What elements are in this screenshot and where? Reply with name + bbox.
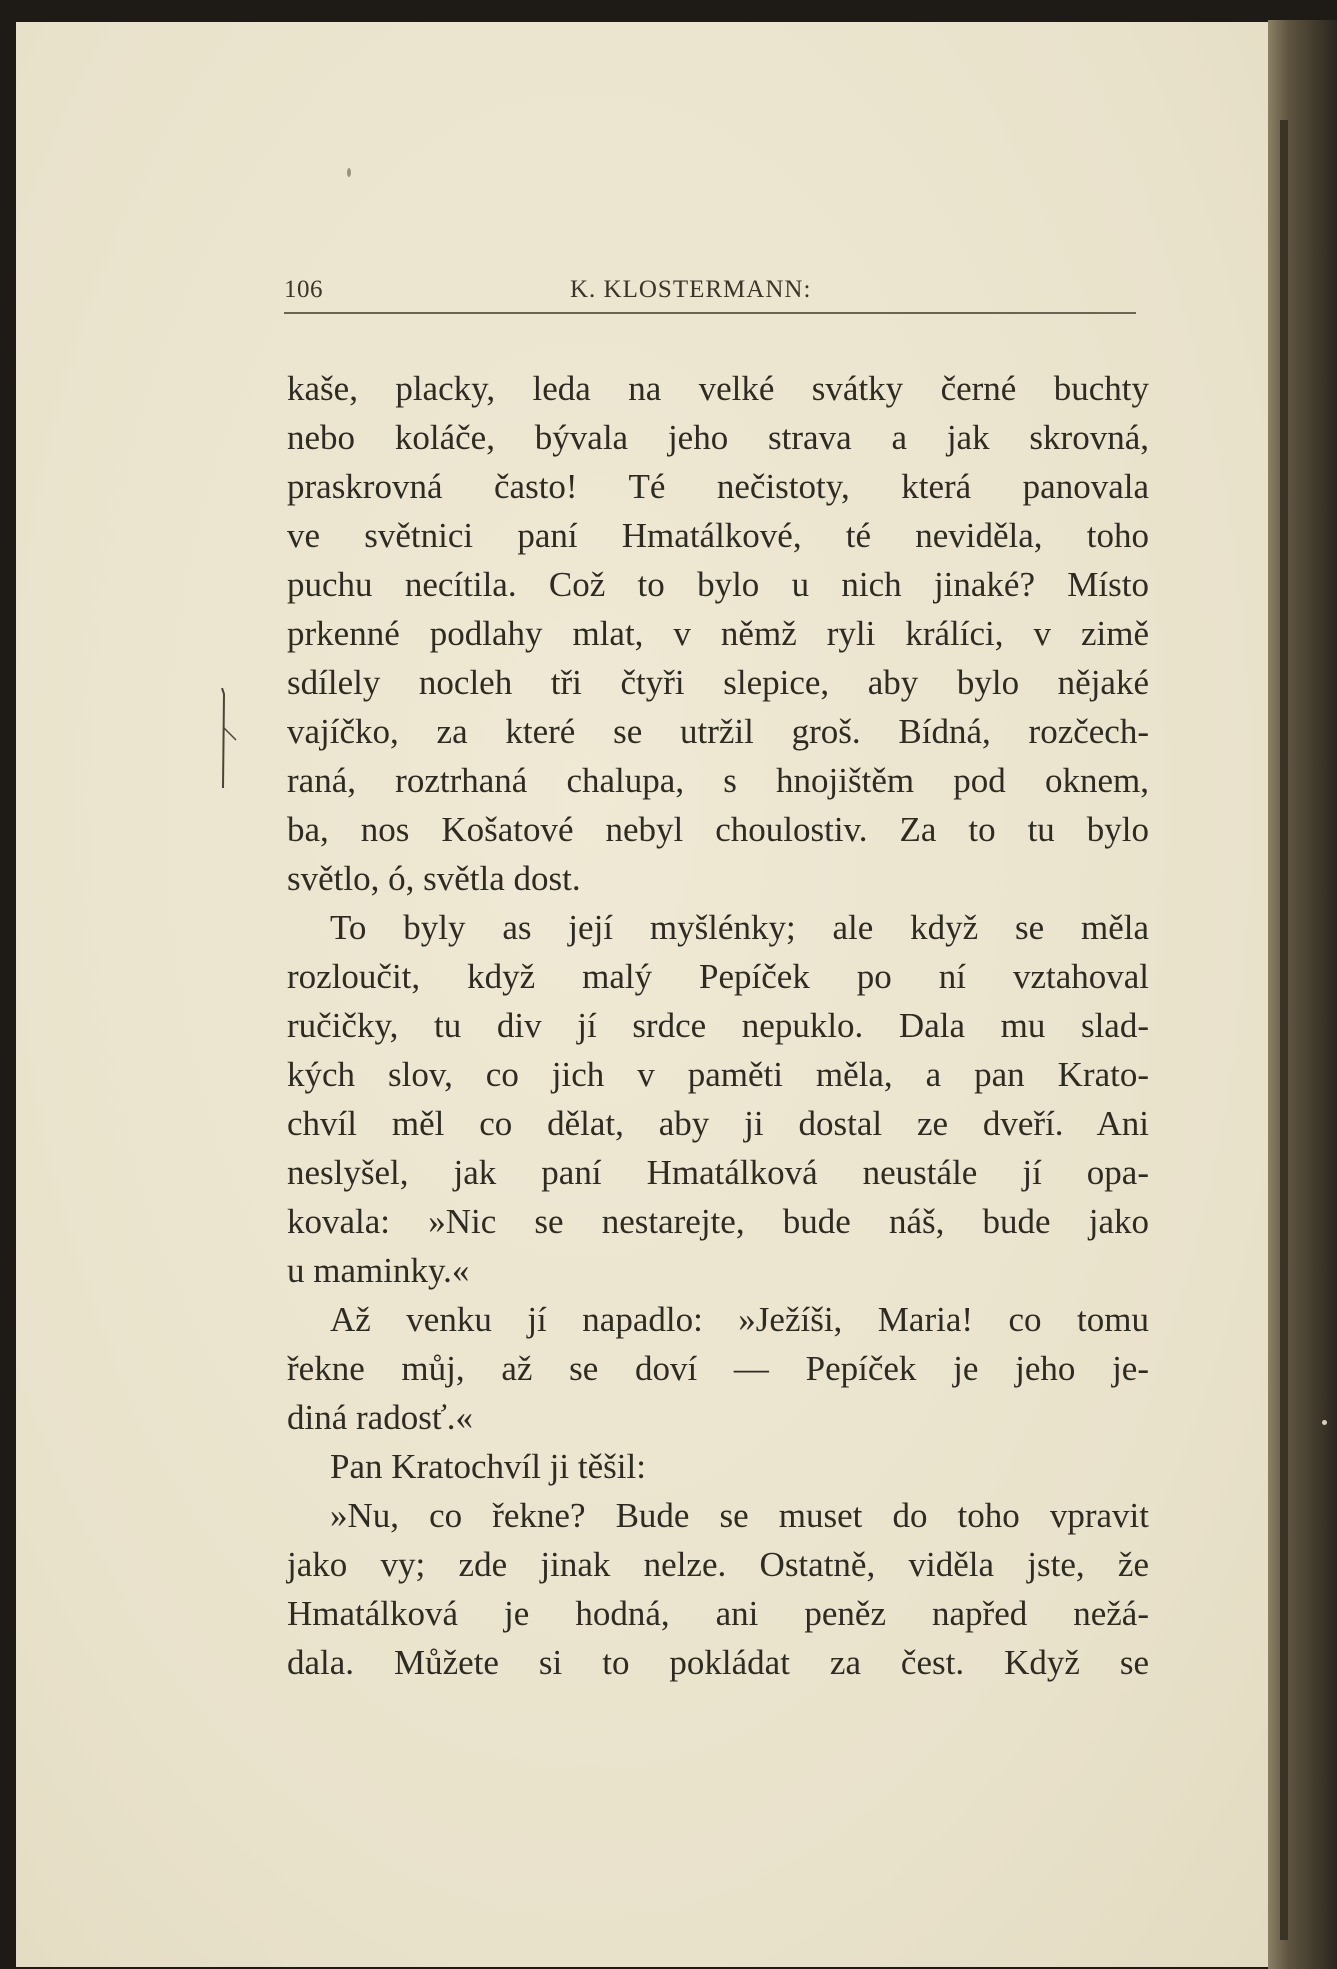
text-line: prkenné podlahy mlat, v němž ryli králíci, v zimě (287, 614, 1149, 653)
text-line: sdílely nocleh tři čtyři slepice, aby bylo nějaké (287, 663, 1149, 702)
paper-speck (347, 168, 351, 177)
book-gutter (1268, 20, 1337, 1969)
text-line: vajíčko, za které se utržil groš. Bídná, rozčech- (287, 712, 1149, 751)
text-line: u maminky.« (287, 1251, 470, 1290)
text-line: ve světnici paní Hmatálkové, té neviděla, toho (287, 516, 1149, 555)
text-line: kaše, placky, leda na velké svátky černé buchty (287, 369, 1149, 408)
text-line: praskrovná často! Té nečistoty, která panovala (287, 467, 1149, 506)
text-line: kovala: »Nic se nestarejte, bude náš, bude jako (287, 1202, 1149, 1241)
text-line: dala. Můžete si to pokládat za čest. Když se (287, 1643, 1149, 1682)
text-line: To byly as její myšlénky; ale když se měla (330, 908, 1149, 947)
running-head (284, 272, 1136, 312)
text-line: řekne můj, až se doví — Pepíček je jeho je- (287, 1349, 1149, 1388)
text-line: světlo, ó, světla dost. (287, 859, 581, 898)
text-line: diná radosť.« (287, 1398, 474, 1437)
text-line: puchu necítila. Což to bylo u nich jinaké? Místo (287, 565, 1149, 604)
running-head-author: K. KLOSTERMANN: (570, 276, 812, 303)
text-line: kých slov, co jich v paměti měla, a pan Krato- (287, 1055, 1149, 1094)
text-line: chvíl měl co dělat, aby ji dostal ze dveří. Ani (287, 1104, 1149, 1143)
body-text (287, 364, 1149, 1687)
text-line: Až venku jí napadlo: »Ježíši, Maria! co tomu (330, 1300, 1149, 1339)
text-line: Pan Kratochvíl ji těšil: (330, 1447, 646, 1486)
text-line: jako vy; zde jinak nelze. Ostatně, viděla jste, že (287, 1545, 1149, 1584)
text-line: raná, roztrhaná chalupa, s hnojištěm pod oknem, (287, 761, 1149, 800)
page-number: 106 (284, 276, 323, 303)
gutter-edge (1280, 120, 1288, 1940)
text-line: nebo koláče, bývala jeho strava a jak skrovná, (287, 418, 1149, 457)
text-line: ba, nos Košatové nebyl choulostiv. Za to tu bylo (287, 810, 1149, 849)
text-line: ručičky, tu div jí srdce nepuklo. Dala mu slad- (287, 1006, 1149, 1045)
paper-speck (1322, 1420, 1327, 1425)
header-rule (284, 312, 1136, 314)
pencil-margin-mark (218, 688, 240, 792)
text-line: Hmatálková je hodná, ani peněz napřed nežá- (287, 1594, 1149, 1633)
text-line: neslyšel, jak paní Hmatálková neustále jí opa- (287, 1153, 1149, 1192)
text-line: »Nu, co řekne? Bude se muset do toho vpravit (330, 1496, 1149, 1535)
text-line: rozloučit, když malý Pepíček po ní vztahoval (287, 957, 1149, 996)
